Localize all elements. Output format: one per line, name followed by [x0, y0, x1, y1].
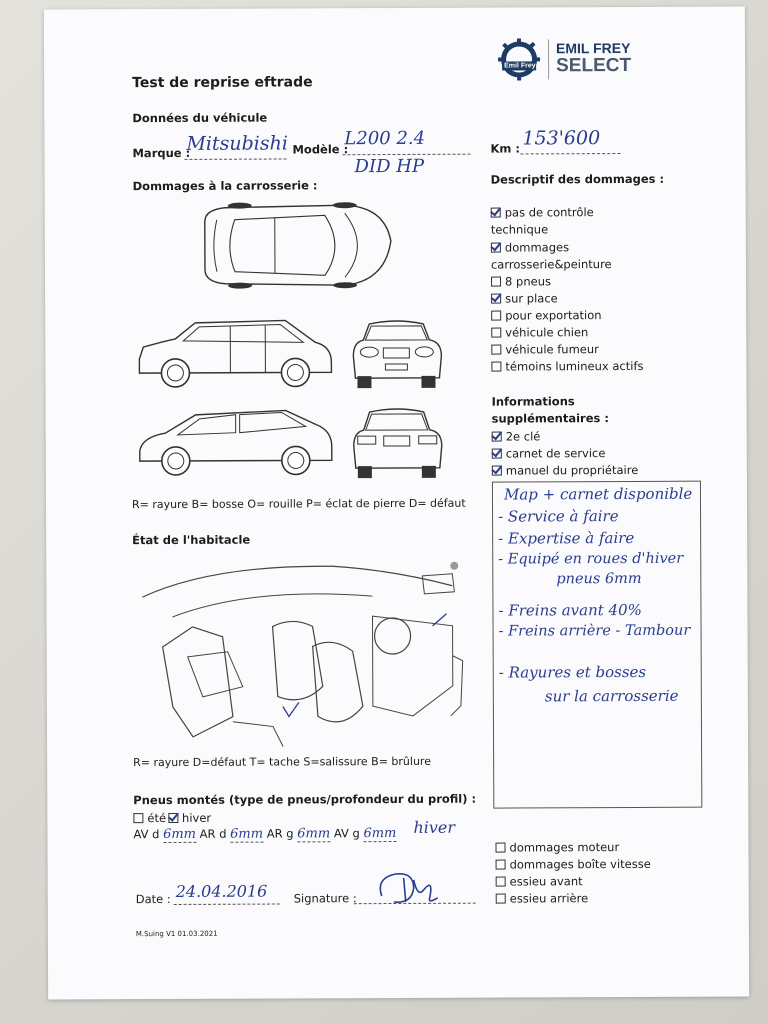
- damage-item[interactable]: véhicule chien: [491, 325, 588, 339]
- summer-checkbox[interactable]: [133, 813, 143, 823]
- damage-item[interactable]: dommages: [491, 240, 569, 254]
- note-line: - Service à faire: [498, 507, 619, 526]
- version-note: M.Suing V1 01.03.2021: [135, 929, 218, 939]
- extra-item[interactable]: 2e clé: [492, 429, 541, 443]
- note-line: - Freins arrière - Tambour: [498, 622, 691, 640]
- damage-item[interactable]: véhicule fumeur: [491, 342, 599, 356]
- tire-depth-row: AV d 6mm AR d 6mm AR g 6mm AV g 6mm: [133, 826, 397, 843]
- km-label: Km :: [490, 141, 520, 156]
- note-line: - Expertise à faire: [498, 528, 635, 548]
- damage-item-cont: technique: [490, 222, 549, 237]
- interior-legend: R= rayure D=défaut T= tache S=salissure B= brûlure: [133, 754, 431, 770]
- signature-label: Signature :: [293, 891, 357, 906]
- checkbox[interactable]: [496, 877, 506, 887]
- checkbox[interactable]: [496, 860, 506, 870]
- checkbox[interactable]: [491, 362, 501, 372]
- modele-value-line2: DID HP: [354, 155, 425, 178]
- car-side-view-right: [136, 406, 336, 477]
- cog-icon: [496, 37, 542, 83]
- extra-item[interactable]: carnet de service: [492, 446, 606, 460]
- interior-title: État de l'habitacle: [132, 532, 251, 548]
- body-damage-title: Dommages à la carrosserie :: [132, 178, 318, 194]
- damage-item[interactable]: 8 pneus: [491, 274, 551, 288]
- checkbox[interactable]: [491, 328, 501, 338]
- car-side-view-left: [135, 318, 335, 389]
- av-d-value[interactable]: 6mm: [163, 826, 197, 843]
- ar-g-value[interactable]: 6mm: [297, 826, 331, 842]
- damage-desc-title: Descriptif des dommages :: [490, 171, 665, 187]
- note-line: - Rayures et bosses: [498, 662, 647, 682]
- car-top-view: [195, 201, 395, 292]
- damage-item-cont: carrosserie&peinture: [490, 257, 612, 272]
- extra-item[interactable]: manuel du propriétaire: [492, 463, 638, 478]
- damage-item[interactable]: sur place: [491, 291, 558, 305]
- extra-info-title-1: Informations: [491, 394, 575, 409]
- interior-sketch: [132, 556, 463, 752]
- checkbox-checked[interactable]: [491, 294, 501, 304]
- checkbox[interactable]: [491, 311, 501, 321]
- checkbox[interactable]: [491, 277, 501, 287]
- checkbox-checked[interactable]: [492, 432, 502, 442]
- marque-label: Marque :: [132, 145, 191, 161]
- av-g-value[interactable]: 6mm: [363, 826, 397, 842]
- other-damage-item[interactable]: essieu avant: [496, 874, 583, 888]
- checkbox-checked[interactable]: [492, 449, 502, 459]
- signature-mark: [374, 868, 444, 908]
- checkbox-checked[interactable]: [491, 208, 501, 218]
- body-damage-legend: R= rayure B= bosse O= rouille P= éclat de pierre D= défaut: [131, 496, 466, 512]
- extra-info-title-2: supplémentaires :: [491, 411, 609, 426]
- checkbox[interactable]: [495, 843, 505, 853]
- car-front-view: [349, 316, 444, 391]
- tire-season-row: été hiver: [133, 811, 211, 825]
- ar-d-value[interactable]: 6mm: [230, 826, 264, 842]
- damage-item[interactable]: pas de contrôle: [491, 205, 594, 219]
- other-damage-item[interactable]: dommages moteur: [495, 840, 619, 855]
- note-line: Map + carnet disponible: [503, 484, 693, 504]
- winter-checkbox[interactable]: [168, 813, 178, 823]
- damage-item[interactable]: témoins lumineux actifs: [491, 359, 643, 374]
- modele-value-line1: L200 2.4: [344, 127, 426, 150]
- date-label: Date :: [135, 891, 171, 907]
- modele-label: Modèle :: [292, 142, 349, 157]
- tires-title: Pneus montés (type de pneus/profondeur du profil) :: [133, 791, 477, 808]
- checkbox-checked[interactable]: [491, 243, 501, 253]
- brand-line2: SELECT: [556, 54, 632, 77]
- date-value[interactable]: 24.04.2016: [175, 881, 268, 901]
- marque-value: Mitsubishi: [186, 132, 288, 155]
- note-line: pneus 6mm: [556, 570, 642, 588]
- checkbox[interactable]: [491, 345, 501, 355]
- note-line: - Freins avant 40%: [498, 600, 642, 620]
- brand-line1: EMIL FREY: [555, 39, 631, 57]
- vehicle-section-title: Données du véhicule: [132, 110, 268, 126]
- other-damage-item[interactable]: essieu arrière: [496, 891, 588, 905]
- logo-small-text: Emil Frey: [504, 62, 536, 70]
- other-damage-item[interactable]: dommages boîte vitesse: [496, 857, 651, 872]
- km-value: 153'600: [522, 127, 601, 150]
- car-rear-view: [350, 406, 445, 481]
- note-line: sur la carrosserie: [544, 686, 679, 706]
- form-sheet: [44, 6, 749, 999]
- checkbox-checked[interactable]: [492, 466, 502, 476]
- note-line: - Equipé en roues d'hiver: [498, 550, 684, 568]
- damage-item[interactable]: pour exportation: [491, 308, 601, 322]
- emil-frey-logo: [496, 37, 696, 84]
- page-title: Test de reprise eftrade: [132, 74, 313, 92]
- checkbox[interactable]: [496, 894, 506, 904]
- tire-note: hiver: [413, 817, 456, 837]
